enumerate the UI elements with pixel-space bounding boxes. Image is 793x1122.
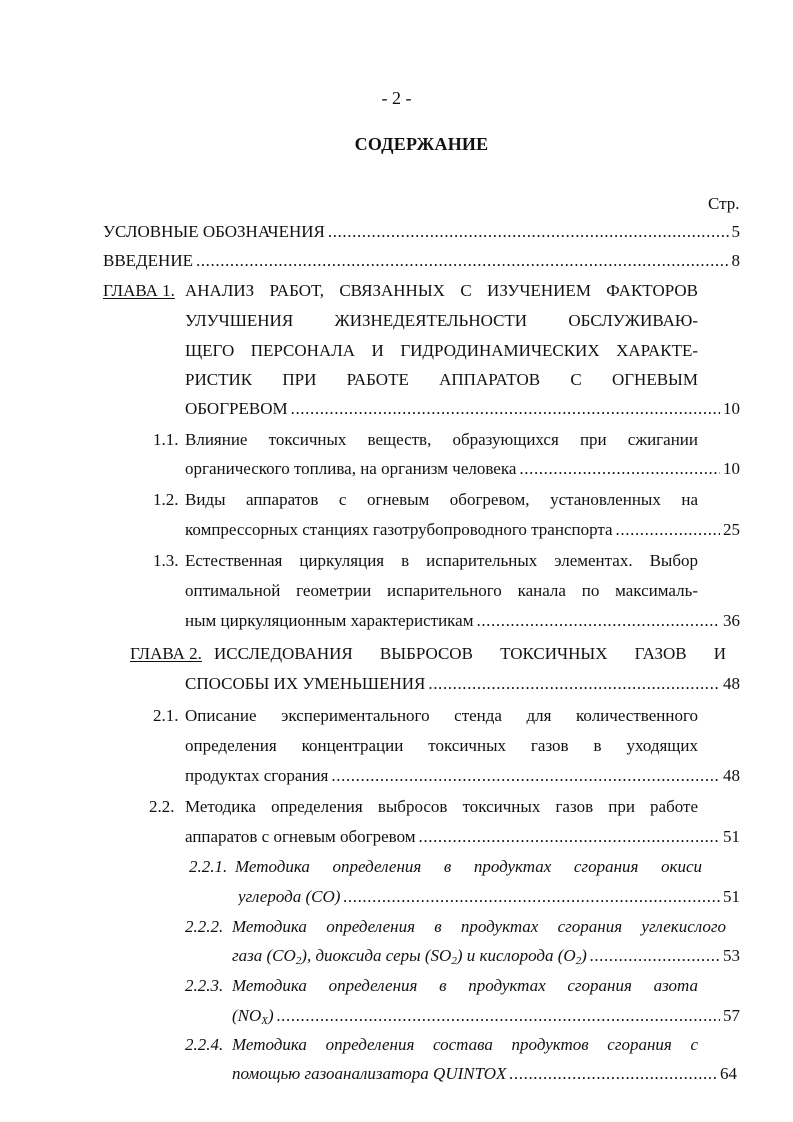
toc-page-number: 53 bbox=[723, 946, 740, 965]
subsection-number: 2.2.3. bbox=[185, 976, 224, 995]
dot-leader bbox=[509, 1064, 717, 1084]
subsection-title-line-1: Методика определения в продуктах сгорания азота bbox=[232, 976, 698, 995]
toc-entry-text: ВВЕДЕНИЕ bbox=[103, 251, 193, 270]
toc-page-number: 51 bbox=[723, 887, 740, 906]
section-last-line bbox=[185, 827, 740, 847]
toc-page-number: 25 bbox=[723, 520, 740, 539]
section-title-line-1: Естественная циркуляция в испарительных элементах. Выбор bbox=[185, 551, 698, 570]
toc-page-number: 51 bbox=[723, 827, 740, 846]
page-number: - 2 - bbox=[381, 88, 412, 108]
page-column-label: Стр. bbox=[708, 194, 740, 213]
chapter-1-title-line-5: ОБОГРЕВОМ bbox=[185, 399, 288, 418]
section-number: 2.2. bbox=[149, 797, 175, 816]
dot-leader bbox=[519, 459, 720, 479]
dot-leader bbox=[419, 827, 720, 847]
chapter-1-last-line bbox=[185, 399, 740, 419]
dot-leader bbox=[616, 520, 720, 540]
chapter-2-label: ГЛАВА 2. bbox=[130, 644, 202, 663]
toc-page-number: 36 bbox=[723, 611, 740, 630]
section-title-line-3: ным циркуляционным характеристикам bbox=[185, 611, 474, 630]
dot-leader bbox=[196, 251, 729, 271]
chapter-1-title-line-3: ЩЕГО ПЕРСОНАЛА И ГИДРОДИНАМИЧЕСКИХ ХАРАКТЕ- bbox=[185, 341, 698, 360]
section-last-line bbox=[185, 611, 740, 631]
toc-entry-text: УСЛОВНЫЕ ОБОЗНАЧЕНИЯ bbox=[103, 222, 325, 241]
section-number: 2.1. bbox=[153, 706, 179, 725]
section-title-line-1: Виды аппаратов с огневым обогревом, установленных на bbox=[185, 490, 698, 509]
section-last-line bbox=[185, 766, 740, 786]
section-number: 1.2. bbox=[153, 490, 179, 509]
chapter-2-title-line-1: ИССЛЕДОВАНИЯ ВЫБРОСОВ ТОКСИЧНЫХ ГАЗОВ И bbox=[214, 644, 726, 663]
chapter-1-label: ГЛАВА 1. bbox=[103, 281, 175, 300]
subsection-title-line-1: Методика определения в продуктах сгорания углекислого bbox=[232, 917, 726, 936]
subsection-last-line bbox=[238, 887, 740, 907]
page-title: СОДЕРЖАНИЕ bbox=[354, 134, 489, 154]
dot-leader bbox=[476, 611, 720, 631]
subsection-last-line bbox=[232, 1064, 737, 1084]
section-title-line-1: Влияние токсичных веществ, образующихся при сжигании bbox=[185, 430, 698, 449]
chapter-1-title-line-2: УЛУЧШЕНИЯ ЖИЗНЕДЕЯТЕЛЬНОСТИ ОБСЛУЖИВАЮ- bbox=[185, 311, 698, 330]
chapter-2-title-line-2: СПОСОБЫ ИХ УМЕНЬШЕНИЯ bbox=[185, 674, 426, 693]
dot-leader bbox=[590, 946, 720, 966]
section-title-line-1: Описание экспериментального стенда для количественного bbox=[185, 706, 698, 725]
section-title-line-2: компрессорных станциях газотрубопроводного транспорта bbox=[185, 520, 613, 539]
subsection-number: 2.2.1. bbox=[189, 857, 228, 876]
section-last-line bbox=[185, 459, 740, 479]
subsection-number: 2.2.4. bbox=[185, 1035, 224, 1054]
dot-leader bbox=[331, 766, 720, 786]
toc-page-number: 48 bbox=[723, 766, 740, 785]
section-title-line-3: продуктах сгорания bbox=[185, 766, 329, 785]
section-number: 1.1. bbox=[153, 430, 179, 449]
dot-leader bbox=[428, 674, 720, 694]
chapter-2-last-line bbox=[185, 674, 740, 694]
toc-entry-notation[interactable] bbox=[103, 222, 740, 242]
subsection-title-line-2: газа $(СО_2)$, диоксида серы $(SO_2)$ и кислорода $(О_2)$ bbox=[232, 946, 587, 966]
toc-entry-introduction[interactable] bbox=[103, 251, 740, 271]
section-title-line-2: определения концентрации токсичных газов в уходящих bbox=[185, 736, 698, 755]
chapter-1-title-line-4: РИСТИК ПРИ РАБОТЕ АППАРАТОВ С ОГНЕВЫМ bbox=[185, 370, 698, 389]
subsection-title-line-2: $(NO_X)$ bbox=[232, 1006, 274, 1026]
subsection-last-line bbox=[232, 1006, 740, 1026]
toc-page-number: 5 bbox=[731, 222, 740, 241]
section-title-line-2: органического топлива, на организм человека bbox=[185, 459, 517, 478]
subsection-title-line-1: Методика определения в продуктах сгорания окиси bbox=[235, 857, 702, 876]
dot-leader bbox=[277, 1006, 720, 1026]
toc-page-number: 48 bbox=[723, 674, 740, 693]
toc-page-number: 64 bbox=[720, 1064, 737, 1083]
toc-page-number: 8 bbox=[731, 251, 740, 270]
toc-page-number: 10 bbox=[723, 459, 740, 478]
subsection-title-line-2: углерода (СО) bbox=[238, 887, 341, 906]
subsection-title-line-2: помощью газоанализатора QUINTOX bbox=[232, 1064, 507, 1083]
dot-leader bbox=[291, 399, 720, 419]
chapter-1-title-line-1: АНАЛИЗ РАБОТ, СВЯЗАННЫХ С ИЗУЧЕНИЕМ ФАКТОРОВ bbox=[185, 281, 698, 300]
subsection-last-line bbox=[232, 946, 740, 966]
toc-page-number: 10 bbox=[723, 399, 740, 418]
dot-leader bbox=[328, 222, 729, 242]
dot-leader bbox=[343, 887, 720, 907]
section-last-line bbox=[185, 520, 740, 540]
subsection-title-line-1: Методика определения состава продуктов сгорания с bbox=[232, 1035, 698, 1054]
subsection-number: 2.2.2. bbox=[185, 917, 224, 936]
toc-page-number: 57 bbox=[723, 1006, 740, 1025]
section-title-line-2: оптимальной геометрии испарительного канала по максималь- bbox=[185, 581, 698, 600]
section-title-line-1: Методика определения выбросов токсичных газов при работе bbox=[185, 797, 698, 816]
section-title-line-2: аппаратов с огневым обогревом bbox=[185, 827, 416, 846]
section-number: 1.3. bbox=[153, 551, 179, 570]
